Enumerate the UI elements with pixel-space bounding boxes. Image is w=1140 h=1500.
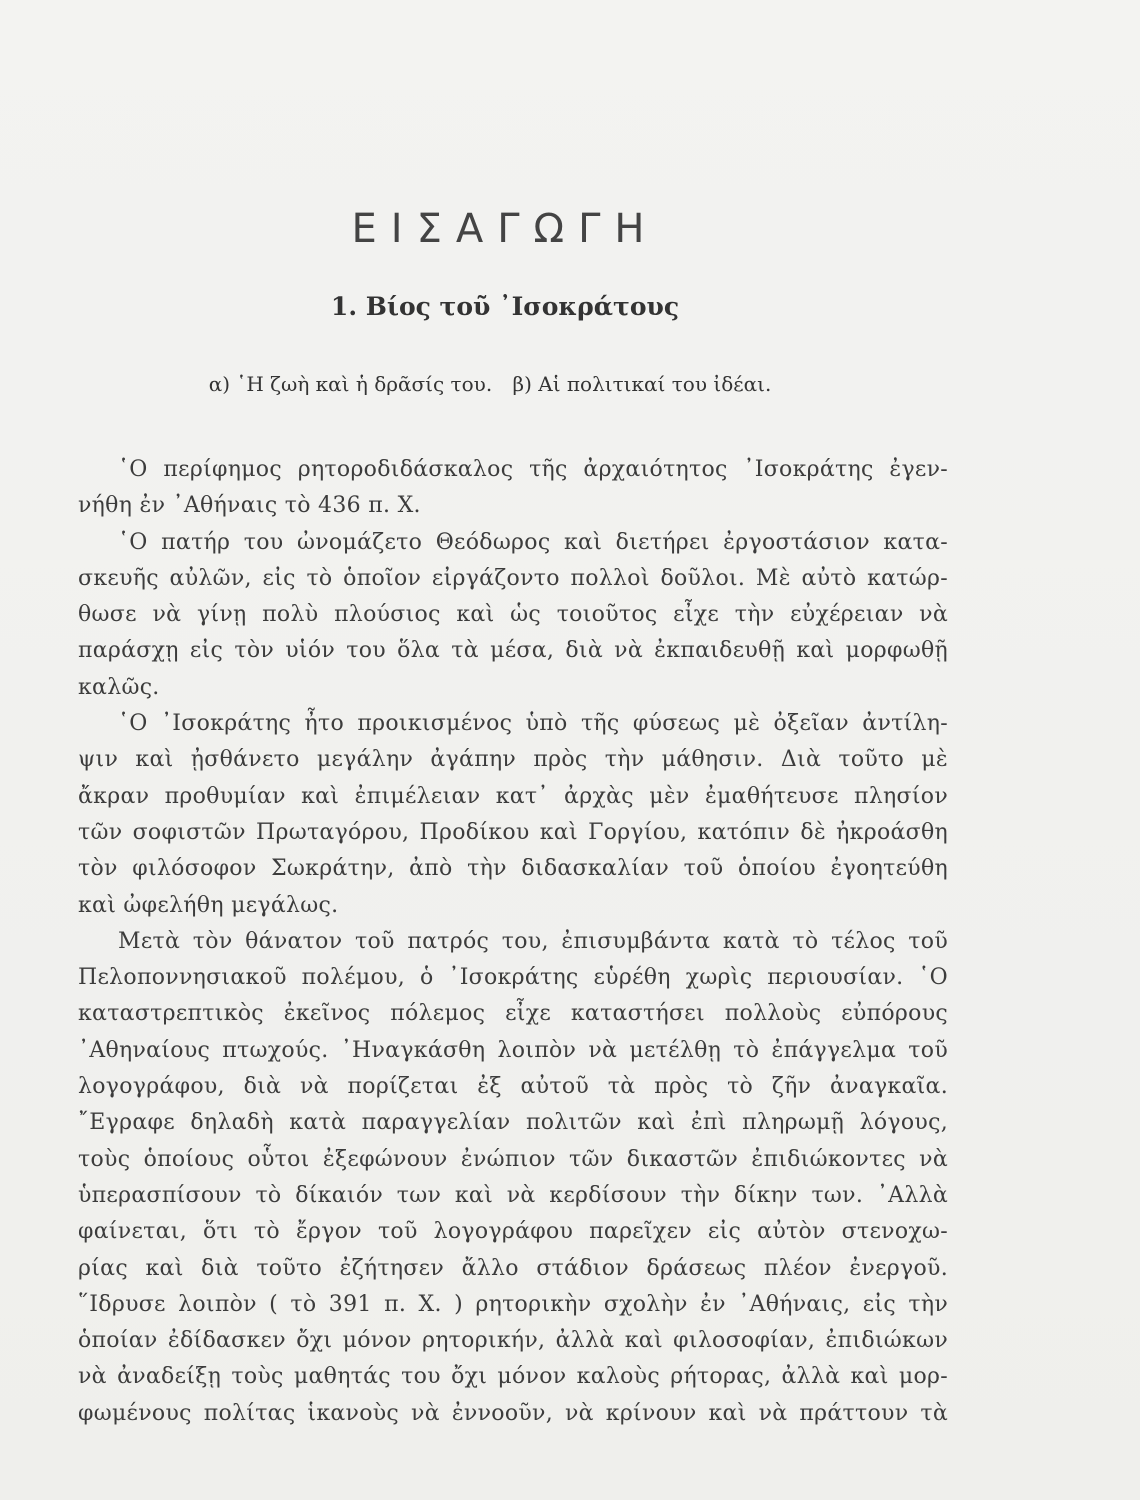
text-line: τῶν σοφιστῶν Πρωταγόρου, Προδίκου καὶ Γοργίου, κατόπιν δὲ ἠκροάσθη	[78, 819, 948, 845]
text-line: ψιν καὶ ᾐσθάνετο μεγάλην ἀγάπην πρὸς τὴν μάθησιν. Διὰ τοῦτο μὲ	[78, 747, 948, 773]
text-line: ῎Εγραφε δηλαδὴ κατὰ παραγγελίαν πολιτῶν καὶ ἐπὶ πληρωμῇ λόγους,	[78, 1110, 948, 1136]
text-line: ρίας καὶ διὰ τοῦτο ἐζήτησεν ἄλλο στάδιον δράσεως πλέον ἐνεργοῦ.	[78, 1255, 948, 1281]
text-line: ῾Ο ᾿Ισοκράτης ἦτο προικισμένος ὑπὸ τῆς φύσεως μὲ ὀξεῖαν ἀντίλη-	[118, 711, 948, 737]
section-heading: 1. Βίος τοῦ ᾿Ισοκράτους	[330, 292, 680, 321]
text-line: νὰ ἀναδείξῃ τοὺς μαθητάς του ὄχι μόνον καλοὺς ρήτορας, ἀλλὰ καὶ μορ-	[78, 1364, 948, 1390]
text-line: ὁποίαν ἐδίδασκεν ὄχι μόνον ρητορικήν, ἀλλὰ καὶ φιλοσοφίαν, ἐπιδιώκων	[78, 1328, 948, 1354]
text-line: ῾Ο πατήρ του ὠνομάζετο Θεόδωρος καὶ διετήρει ἐργοστάσιον κατα-	[118, 529, 948, 555]
text-line: σκευῆς αὐλῶν, εἰς τὸ ὁποῖον εἰργάζοντο πολλοὶ δοῦλοι. Μὲ αὐτὸ κατώρ-	[78, 565, 948, 591]
text-line: θωσε νὰ γίνῃ πολὺ πλούσιος καὶ ὡς τοιοῦτος εἶχε τὴν εὐχέρειαν νὰ	[78, 602, 948, 628]
text-line: ῾Ο περίφημος ρητοροδιδάσκαλος τῆς ἀρχαιότητος ᾿Ισοκράτης ἐγεν-	[118, 457, 948, 482]
text-line: φαίνεται, ὅτι τὸ ἔργον τοῦ λογογράφου παρεῖχεν εἰς αὐτὸν στενοχω-	[78, 1219, 948, 1245]
text-line: καταστρεπτικὸς ἐκεῖνος πόλεμος εἶχε καταστήσει πολλοὺς εὐπόρους	[78, 1001, 948, 1027]
paragraph	[78, 706, 948, 924]
text-line: τοὺς ὁποίους οὗτοι ἐξεφώνουν ἐνώπιον τῶν δικαστῶν ἐπιδιώκοντες νὰ	[78, 1146, 948, 1172]
text-line: Πελοποννησιακοῦ πολέμου, ὁ ᾿Ισοκράτης εὑρέθη χωρὶς περιουσίαν. ῾Ο	[78, 965, 948, 991]
text-line: ᾿Αθηναίους πτωχούς. ᾿Ηναγκάσθη λοιπὸν νὰ μετέλθῃ τὸ ἐπάγγελμα τοῦ	[78, 1037, 948, 1063]
subheading-part-a: α) ῾Η ζωὴ καὶ ἡ δρᾶσίς του.	[208, 372, 493, 396]
body-text	[78, 452, 948, 1432]
paragraph	[78, 452, 948, 525]
page-title: ΕΙΣΑΓΩΓΗ	[351, 206, 659, 252]
text-line: ἄκραν προθυμίαν καὶ ἐπιμέλειαν κατ᾿ ἀρχὰς μὲν ἐμαθήτευσε πλησίον	[78, 783, 948, 809]
subheading	[0, 372, 980, 396]
text-line: ὑπερασπίσουν τὸ δίκαιόν των καὶ νὰ κερδίσουν τὴν δίκην των. ᾿Αλλὰ	[78, 1182, 948, 1208]
subheading-part-b: β) Αἱ πολιτικαί του ἰδέαι.	[512, 372, 772, 396]
text-line: ῞Ιδρυσε λοιπὸν ( τὸ 391 π. Χ. ) ρητορικὴν σχολὴν ἐν ᾿Αθήναις, εἰς τὴν	[78, 1291, 948, 1317]
text-line: Μετὰ τὸν θάνατον τοῦ πατρός του, ἐπισυμβάντα κατὰ τὸ τέλος τοῦ	[118, 928, 948, 954]
text-line: καλῶς.	[78, 674, 160, 700]
text-line: λογογράφου, διὰ νὰ πορίζεται ἐξ αὐτοῦ τὰ πρὸς τὸ ζῆν ἀναγκαῖα.	[78, 1074, 948, 1100]
text-line: παράσχῃ εἰς τὸν υἱόν του ὅλα τὰ μέσα, διὰ νὰ ἐκπαιδευθῇ καὶ μορφωθῇ	[78, 638, 948, 664]
text-line: φωμένους πολίτας ἱκανοὺς νὰ ἐννοοῦν, νὰ κρίνουν καὶ νὰ πράττουν τὰ	[78, 1400, 948, 1426]
text-line: νήθη ἐν ᾿Αθήναις τὸ 436 π. Χ.	[78, 493, 421, 519]
text-line: τὸν φιλόσοφον Σωκράτην, ἀπὸ τὴν διδασκαλίαν τοῦ ὁποίου ἐγοητεύθη	[78, 856, 948, 882]
text-line: καὶ ὠφελήθη μεγάλως.	[78, 892, 339, 918]
paragraph	[78, 525, 948, 706]
paragraph	[78, 924, 948, 1432]
